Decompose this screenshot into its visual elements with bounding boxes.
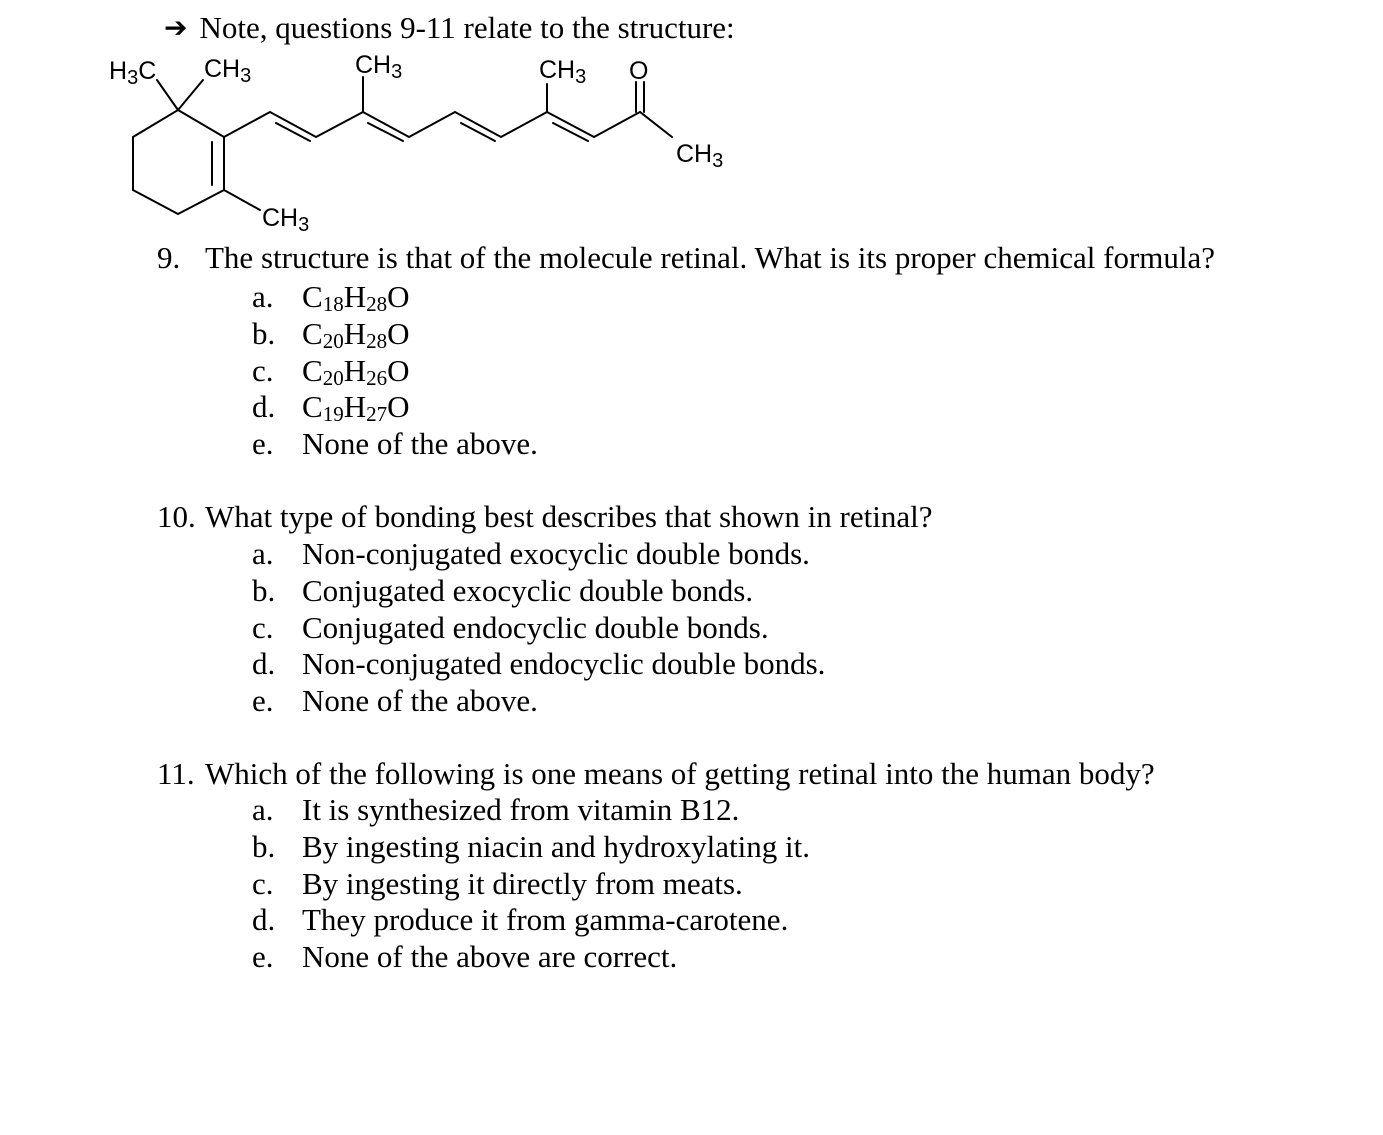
question-9-stem xyxy=(157,240,1215,276)
ring-methyl-label: $CH_3$ xyxy=(262,204,310,236)
hydrogen-count: 28 xyxy=(366,328,388,353)
option-c xyxy=(252,610,825,647)
formula: $C_{19}H_{27}O$ xyxy=(302,389,410,427)
option-text: None of the above. xyxy=(302,426,538,462)
question-number: 11. xyxy=(157,756,195,791)
option-letter: c. xyxy=(252,865,274,901)
gem-methyl-bond-left xyxy=(157,80,178,110)
polyene-chain xyxy=(224,112,672,137)
option-letter: c. xyxy=(252,609,274,645)
question-9-options xyxy=(252,279,538,463)
option-text: Non-conjugated endocyclic double bonds. xyxy=(302,646,826,682)
option-d xyxy=(252,902,810,939)
carbonyl-oxygen-label: O xyxy=(629,57,649,85)
option-letter: a. xyxy=(252,792,274,827)
option-text: Conjugated endocyclic double bonds. xyxy=(302,609,769,645)
carbon-count: 20 xyxy=(322,328,344,353)
formula: $C_{20}H_{28}O$ xyxy=(302,315,410,353)
option-b xyxy=(252,316,538,353)
option-a xyxy=(252,279,538,316)
formula-oxygen: O xyxy=(387,389,410,425)
gem-methyl-right-label: $CH_3$ xyxy=(204,55,252,87)
option-text: Conjugated exocyclic double bonds. xyxy=(302,572,754,608)
option-letter: d. xyxy=(252,646,276,682)
option-letter: b. xyxy=(252,828,276,864)
formula-oxygen: O xyxy=(387,279,410,314)
gem-methyl-left-label: $H_3C$ xyxy=(109,57,157,89)
option-b xyxy=(252,829,810,866)
ring-bond xyxy=(133,110,224,214)
carbon-count: 18 xyxy=(322,292,344,316)
option-letter: b. xyxy=(252,315,276,351)
option-e xyxy=(252,426,538,463)
option-text: None of the above. xyxy=(302,683,538,719)
option-letter: d. xyxy=(252,902,276,938)
right-arrow-icon: ➔ xyxy=(164,11,188,44)
question-10-stem xyxy=(157,499,932,535)
option-letter: e. xyxy=(252,683,274,719)
option-letter: b. xyxy=(252,572,276,608)
option-text: By ingesting niacin and hydroxylating it. xyxy=(302,828,810,864)
question-text: What type of bonding best describes that shown in retinal? xyxy=(205,499,933,534)
option-e xyxy=(252,939,810,976)
option-text: By ingesting it directly from meats. xyxy=(302,865,743,901)
option-a xyxy=(252,792,810,829)
question-number: 9. xyxy=(157,240,181,275)
option-e xyxy=(252,683,825,720)
chain-methyl-1-label: $CH_3$ xyxy=(355,51,403,83)
formula: $C_{20}H_{26}O$ xyxy=(302,352,410,390)
option-d xyxy=(252,389,538,426)
formula-oxygen: O xyxy=(387,352,410,388)
question-text: Which of the following is one means of getting retinal into the human body? xyxy=(205,756,1155,791)
option-text: Non-conjugated exocyclic double bonds. xyxy=(302,536,810,571)
option-text: None of the above are correct. xyxy=(302,939,678,975)
option-text: They produce it from gamma-carotene. xyxy=(302,902,789,938)
retinal-structure-diagram xyxy=(0,0,760,240)
formula-oxygen: O xyxy=(387,315,410,351)
option-letter: a. xyxy=(252,536,274,571)
option-letter: a. xyxy=(252,279,274,314)
option-d xyxy=(252,646,825,683)
carbon-count: 20 xyxy=(322,365,344,390)
formula: $C_{18}H_{28}O$ xyxy=(302,279,410,316)
option-letter: e. xyxy=(252,939,274,975)
option-letter: e. xyxy=(252,426,274,462)
gem-methyl-bond-right xyxy=(178,80,203,110)
question-11-stem xyxy=(157,756,1155,792)
option-letter: d. xyxy=(252,389,276,425)
question-11-options xyxy=(252,792,810,976)
option-a xyxy=(252,536,825,573)
terminal-methyl-label: $CH_3$ xyxy=(676,140,724,172)
note-text: Note, questions 9-11 relate to the structure: xyxy=(199,10,735,45)
question-text: The structure is that of the molecule retinal. What is its proper chemical formula? xyxy=(205,240,1216,275)
option-letter: c. xyxy=(252,352,274,388)
hydrogen-count: 26 xyxy=(366,365,388,390)
option-b xyxy=(252,573,825,610)
carbon-count: 19 xyxy=(322,402,344,427)
option-c xyxy=(252,353,538,390)
option-c xyxy=(252,866,810,903)
chain-methyl-2-label: $CH_3$ xyxy=(539,56,587,88)
ring-methyl-bond xyxy=(224,190,260,210)
hydrogen-count: 28 xyxy=(366,292,388,316)
option-text: It is synthesized from vitamin B12. xyxy=(302,792,740,827)
question-10-options xyxy=(252,536,825,720)
question-number: 10. xyxy=(157,499,196,534)
hydrogen-count: 27 xyxy=(366,402,388,427)
